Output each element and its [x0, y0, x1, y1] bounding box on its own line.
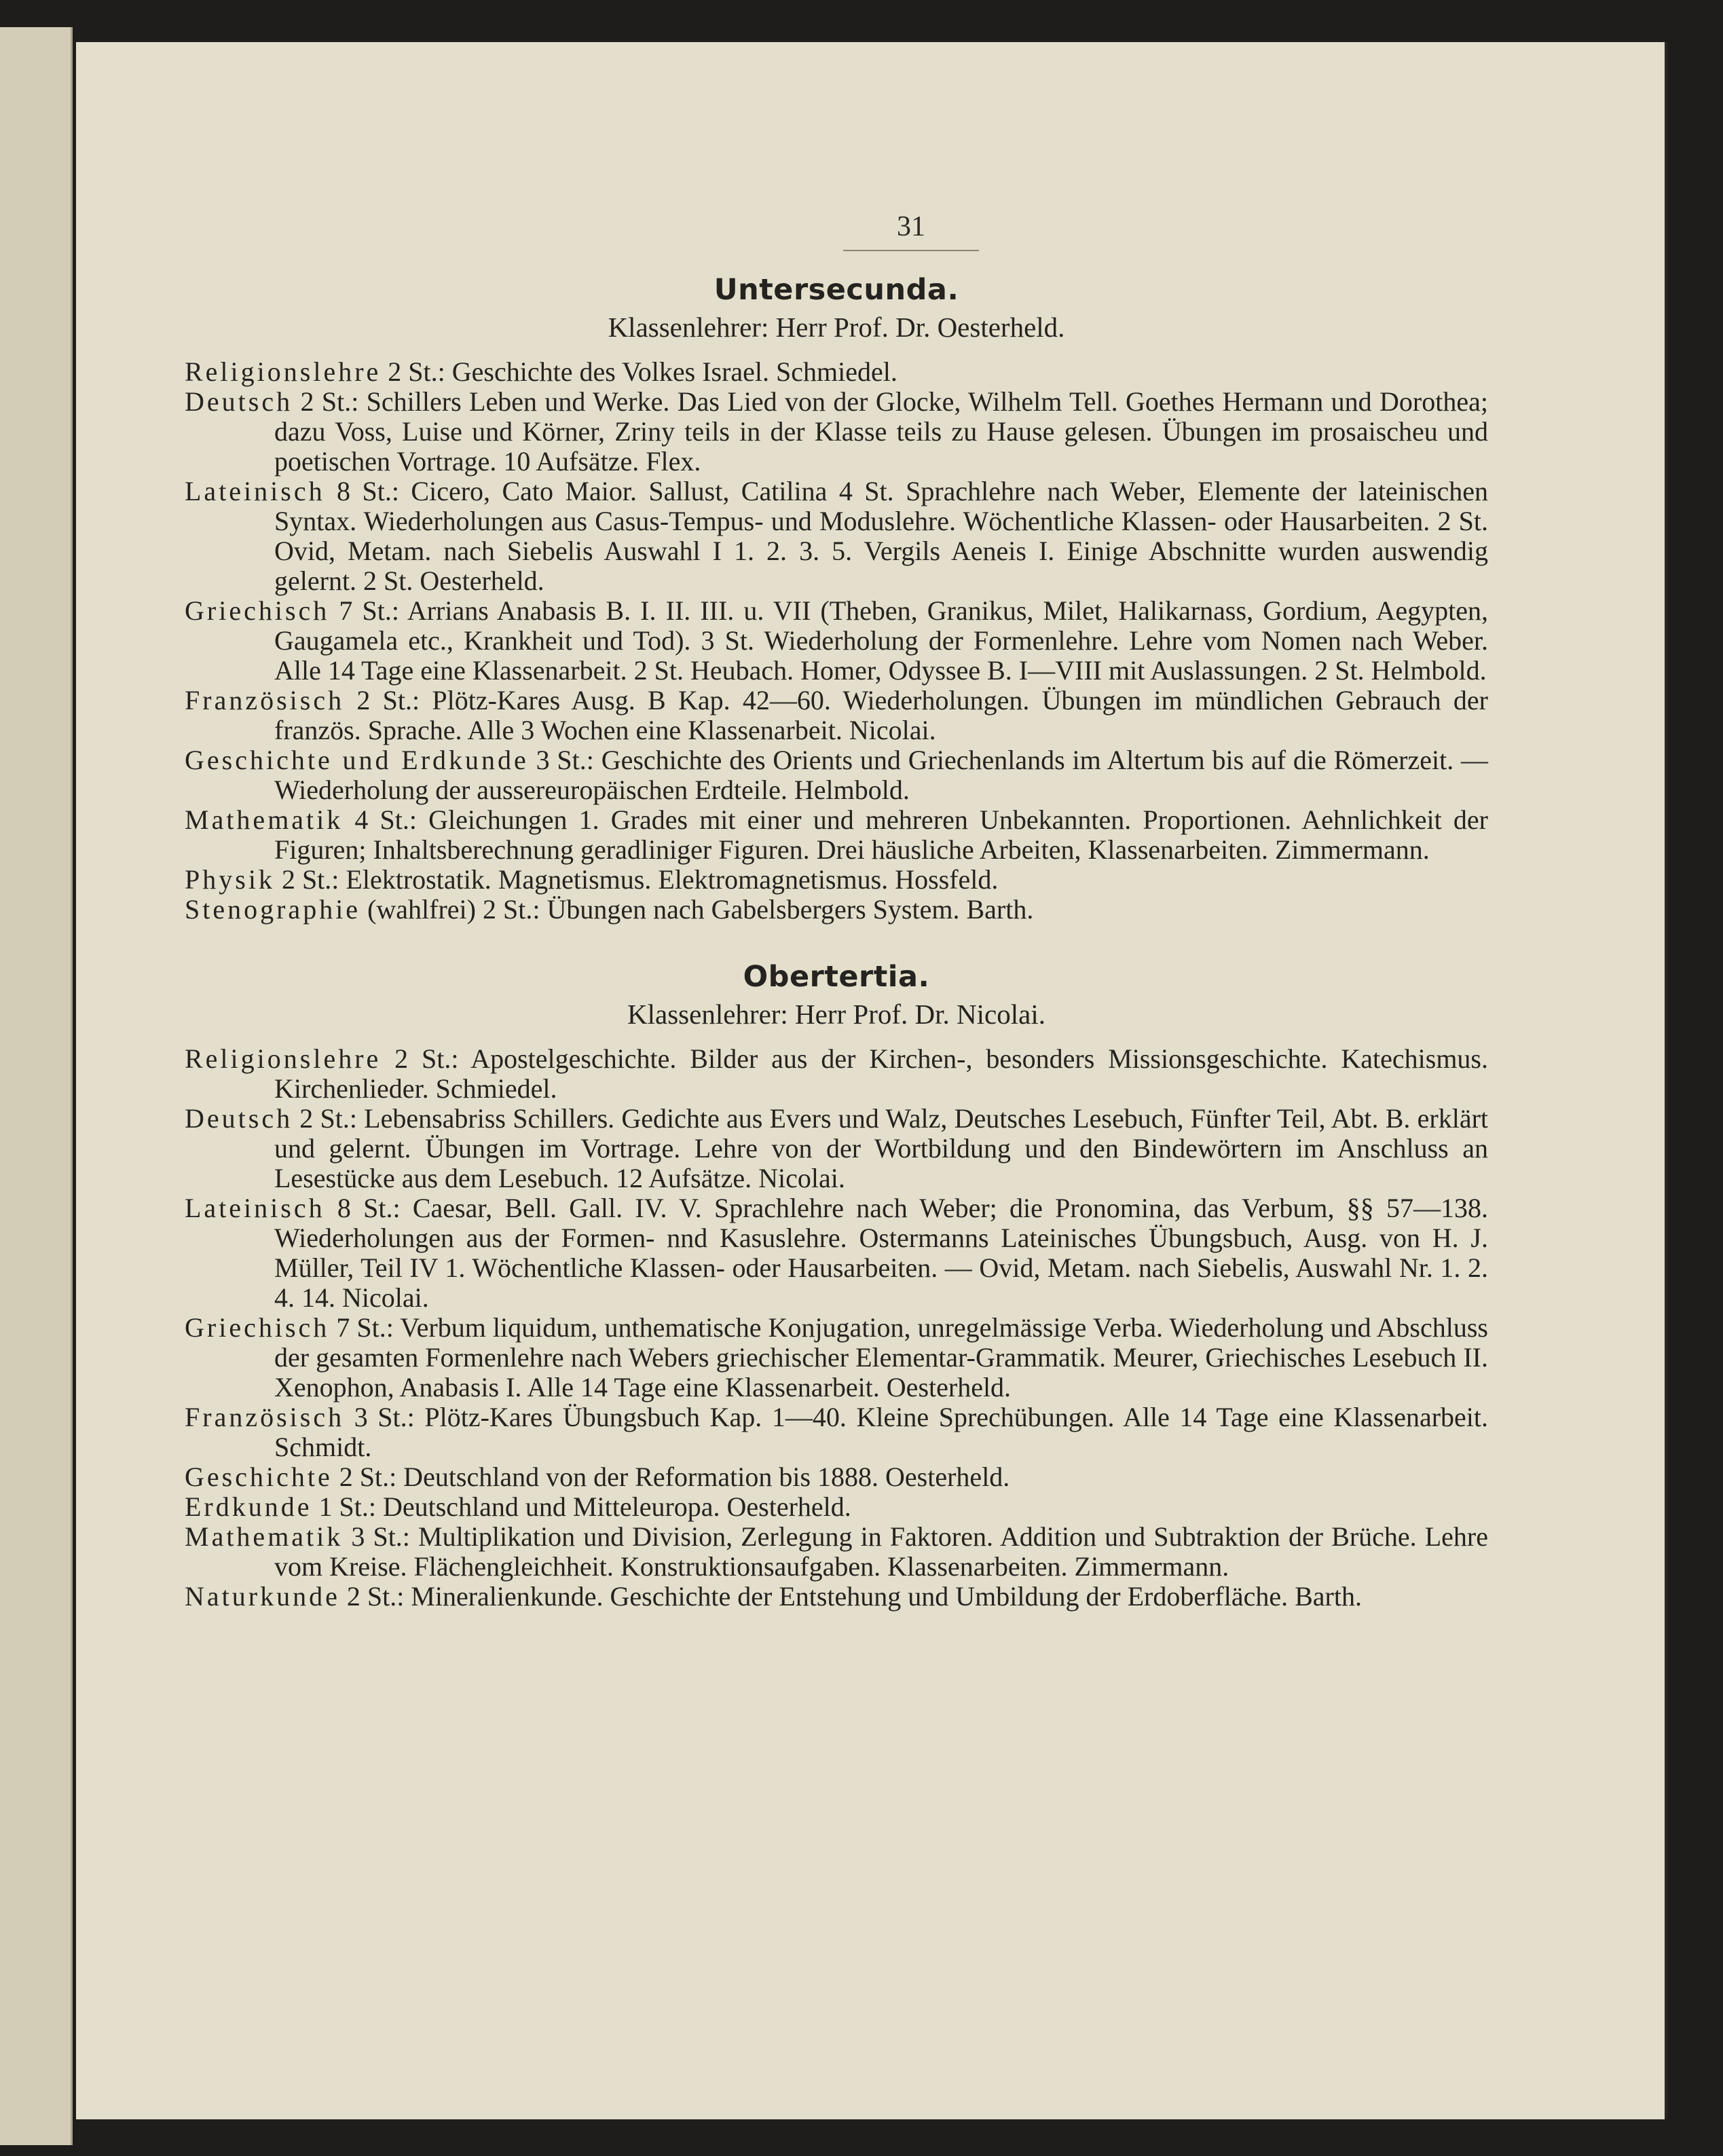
- subject-text: 3 St.: Multiplikation und Division, Zerlegung in Faktoren. Addition und Subtraktion der Brüche. Lehre vom Kreise. Flächengleichheit. Konstruktionsaufgaben. Klassenarbeiten. Zimmermann.: [274, 1521, 1488, 1582]
- page-number: 31: [843, 210, 979, 251]
- subject-text: 8 St.: Caesar, Bell. Gall. IV. V. Sprachlehre nach Weber; die Pronomina, das Verbum, §§ 57—138. Wiederholungen aus der Formen- nnd Kasuslehre. Ostermanns Lateinisches Übungsbuch, Ausg. von H. J. Müller, Teil IV 1. Wöchentliche Klassen- oder Hausarbeiten. — Ovid, Metam. nach Siebelis, Auswahl Nr. 1. 2. 4. 14. Nicolai.: [274, 1193, 1488, 1313]
- section-title: Untersecunda.: [714, 273, 959, 307]
- subject-text: 3 St.: Geschichte des Orients und Griechenlands im Altertum bis auf die Römerzeit. — Wiederholung der aussereuropäischen Erdteile. Helmbold.: [274, 745, 1488, 805]
- subject-name: Mathematik: [185, 1521, 344, 1552]
- list-item: [185, 1193, 1488, 1313]
- subject-text: 4 St.: Gleichungen 1. Grades mit einer und mehreren Unbekannten. Proportionen. Aehnlichkeit der Figuren; Inhaltsberechnung geradliniger Figuren. Drei häusliche Arbeiten, Klassenarbeiten. Zimmermann.: [274, 804, 1488, 865]
- subject-name: Deutsch: [185, 1103, 293, 1134]
- subject-text: 7 St.: Arrians Anabasis B. I. II. III. u. VII (Theben, Granikus, Milet, Halikarnass, Gordium, Aegypten, Gaugamela etc., Krankheit und Tod). 3 St. Wiederholung der Formenlehre. Lehre vom Nomen nach Weber. Alle 14 Tage eine Klassenarbeit. 2 St. Heubach. Homer, Odyssee B. I—VIII mit Auslassungen. 2 St. Helmbold.: [274, 595, 1488, 686]
- list-item: [185, 745, 1488, 805]
- subject-name: Lateinisch: [185, 1193, 325, 1223]
- list-item: [185, 865, 1488, 895]
- subject-name: Mathematik: [185, 804, 344, 835]
- subject-text: 2 St.: Lebensabriss Schillers. Gedichte aus Evers und Walz, Deutsches Lesebuch, Fünfter Teil, Abt. B. erklärt und gelernt. Übungen im Vortrage. Lehre von der Wortbildung und den Bindewörtern im Anschluss an Lesestücke aus dem Lesebuch. 12 Aufsätze. Nicolai.: [274, 1103, 1488, 1193]
- list-item: [185, 895, 1488, 925]
- list-item: [185, 686, 1488, 745]
- list-item: [185, 1044, 1488, 1104]
- list-item: [185, 1492, 1488, 1522]
- subject-name: Physik: [185, 864, 275, 895]
- list-item: [185, 1402, 1488, 1462]
- subject-name: Religionslehre: [185, 1043, 382, 1074]
- subject-text: 2 St.: Schillers Leben und Werke. Das Lied von der Glocke, Wilhelm Tell. Goethes Hermann und Dorothea; dazu Voss, Luise und Körner, Zriny teils in der Klasse teils zu Hause gelesen. Übungen im prosaischeu und poetischen Vortrage. 10 Aufsätze. Flex.: [274, 386, 1488, 477]
- list-item: [185, 805, 1488, 865]
- subject-text: 1 St.: Deutschland und Mitteleuropa. Oesterheld.: [312, 1491, 851, 1522]
- list-item: [185, 596, 1488, 686]
- document-page: [76, 42, 1667, 2119]
- subject-text: 3 St.: Plötz-Kares Übungsbuch Kap. 1—40. Kleine Sprechübungen. Alle 14 Tage eine Klassenarbeit. Schmidt.: [274, 1402, 1488, 1462]
- section-spacer: [185, 925, 1488, 960]
- subject-name: Geschichte: [185, 1462, 333, 1492]
- subject-name: Französisch: [185, 685, 345, 715]
- class-teacher: Klassenlehrer: Herr Prof. Dr. Nicolai.: [627, 999, 1045, 1030]
- subject-text: 2 St.: Plötz-Kares Ausg. B Kap. 42—60. Wiederholungen. Übungen im mündlichen Gebrauch der französ. Sprache. Alle 3 Wochen eine Klassenarbeit. Nicolai.: [274, 685, 1488, 745]
- subject-text: 8 St.: Cicero, Cato Maior. Sallust, Catilina 4 St. Sprachlehre nach Weber, Elemente der lateinischen Syntax. Wiederholungen aus Casus-Tempus- und Moduslehre. Wöchentliche Klassen- oder Hausarbeiten. 2 St. Ovid, Metam. nach Siebelis Auswahl I 1. 2. 3. 5. Vergils Aeneis I. Einige Abschnitte wurden auswendig gelernt. 2 St. Oesterheld.: [274, 476, 1488, 596]
- subject-text: 7 St.: Verbum liquidum, unthematische Konjugation, unregelmässige Verba. Wiederholung und Abschluss der gesamten Formenlehre nach Webers griechischer Elementar-Grammatik. Meurer, Griechisches Lesebuch II. Xenophon, Anabasis I. Alle 14 Tage eine Klassenarbeit. Oesterheld.: [274, 1312, 1488, 1402]
- class-teacher: Klassenlehrer: Herr Prof. Dr. Oesterheld.: [608, 312, 1065, 343]
- section-untersecunda: [185, 273, 1488, 925]
- subject-name: Stenographie: [185, 894, 361, 925]
- list-item: [185, 477, 1488, 596]
- page-content: [185, 273, 1488, 1612]
- subject-name: Religionslehre: [185, 356, 382, 387]
- subject-text: 2 St.: Apostelgeschichte. Bilder aus der Kirchen-, besonders Missionsgeschichte. Katechismus. Kirchenlieder. Schmiedel.: [274, 1043, 1488, 1104]
- list-item: [185, 1104, 1488, 1193]
- subject-text: 2 St.: Geschichte des Volkes Israel. Schmiedel.: [381, 356, 897, 387]
- list-item: [185, 1582, 1488, 1612]
- list-item: [185, 357, 1488, 387]
- list-item: [185, 387, 1488, 477]
- subject-text: 2 St.: Elektrostatik. Magnetismus. Elektromagnetismus. Hossfeld.: [274, 864, 999, 895]
- subject-name: Lateinisch: [185, 476, 325, 506]
- list-item: [185, 1313, 1488, 1402]
- subject-text: (wahlfrei) 2 St.: Übungen nach Gabelsbergers System. Barth.: [360, 894, 1034, 925]
- subject-name: Deutsch: [185, 386, 293, 417]
- section-obertertia: [185, 960, 1488, 1612]
- subject-text: 2 St.: Deutschland von der Reformation bis 1888. Oesterheld.: [332, 1462, 1010, 1492]
- subject-name: Erdkunde: [185, 1491, 312, 1522]
- subject-name: Geschichte und Erdkunde: [185, 745, 529, 775]
- subject-text: 2 St.: Mineralienkunde. Geschichte der Entstehung und Umbildung der Erdoberfläche. Barth.: [339, 1581, 1362, 1612]
- subject-name: Naturkunde: [185, 1581, 340, 1612]
- subject-name: Griechisch: [185, 1312, 330, 1343]
- list-item: [185, 1522, 1488, 1582]
- section-title: Obertertia.: [743, 960, 930, 994]
- subject-name: Griechisch: [185, 595, 330, 626]
- subject-name: Französisch: [185, 1402, 345, 1432]
- list-item: [185, 1462, 1488, 1492]
- previous-page-edge: [0, 27, 73, 2145]
